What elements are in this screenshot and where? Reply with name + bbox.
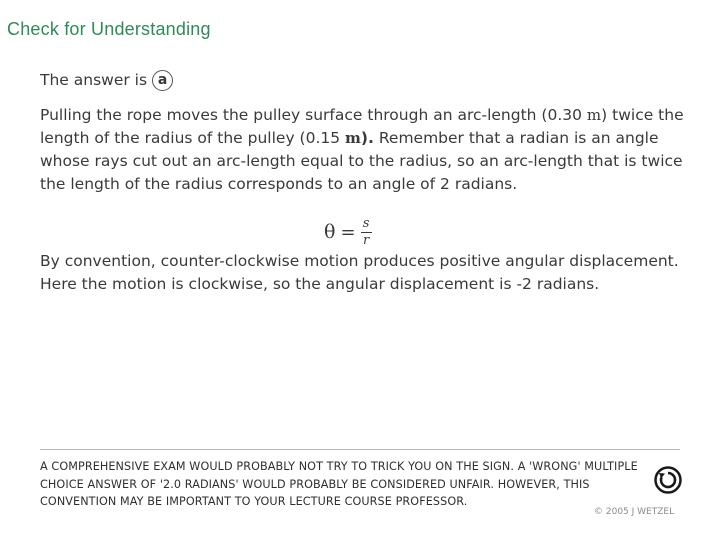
explanation-text: ) twice the length of the radius of the pulley (0.15 (40, 106, 684, 147)
replay-icon[interactable] (654, 466, 682, 494)
explanation-paragraph-1 (40, 104, 690, 196)
answer-choice-badge: a (152, 70, 173, 91)
angle-formula (324, 214, 372, 250)
answer-prefix: The answer is (40, 71, 148, 89)
answer-line (40, 68, 173, 92)
explanation-paragraph-2: By convention, counter-clockwise motion produces positive angular displacement. Here the motion is clockwise, so the angular displacement is -2 radians. (40, 252, 679, 293)
formula-equals: = (340, 221, 356, 243)
explanation-text: ). (360, 129, 374, 147)
explanation-text: Remember that a radian is an angle whose rays cut out an arc-length equal to the radius, so an arc-length that is twice the length of the radius corresponds to an angle of 2 radians. (40, 129, 683, 193)
slide-title: Check for Understanding (7, 19, 211, 39)
formula-theta: θ (324, 221, 336, 243)
explanation-text: Pulling the rope moves the pulley surface through an arc-length (0.30 (40, 106, 587, 124)
divider (40, 449, 680, 450)
formula-denominator: r (362, 232, 370, 248)
unit-meters: m (586, 106, 602, 124)
copyright-notice: © 2005 J WETZEL (594, 507, 675, 517)
footnote: A COMPREHENSIVE EXAM WOULD PROBABLY NOT TRY TO TRICK YOU ON THE SIGN. A 'WRONG' MULTIPLE CHOICE ANSWER OF '2.0 RADIANS' WOULD PROBABLY BE CONSIDERED UNFAIR. HOWEVER, THIS CONVENTION MAY BE IMPORTANT TO YOUR LECTURE COURSE PROFESSOR. (40, 460, 638, 508)
formula-fraction (361, 217, 372, 248)
formula-numerator: s (362, 215, 370, 231)
unit-meters: m (345, 129, 361, 147)
